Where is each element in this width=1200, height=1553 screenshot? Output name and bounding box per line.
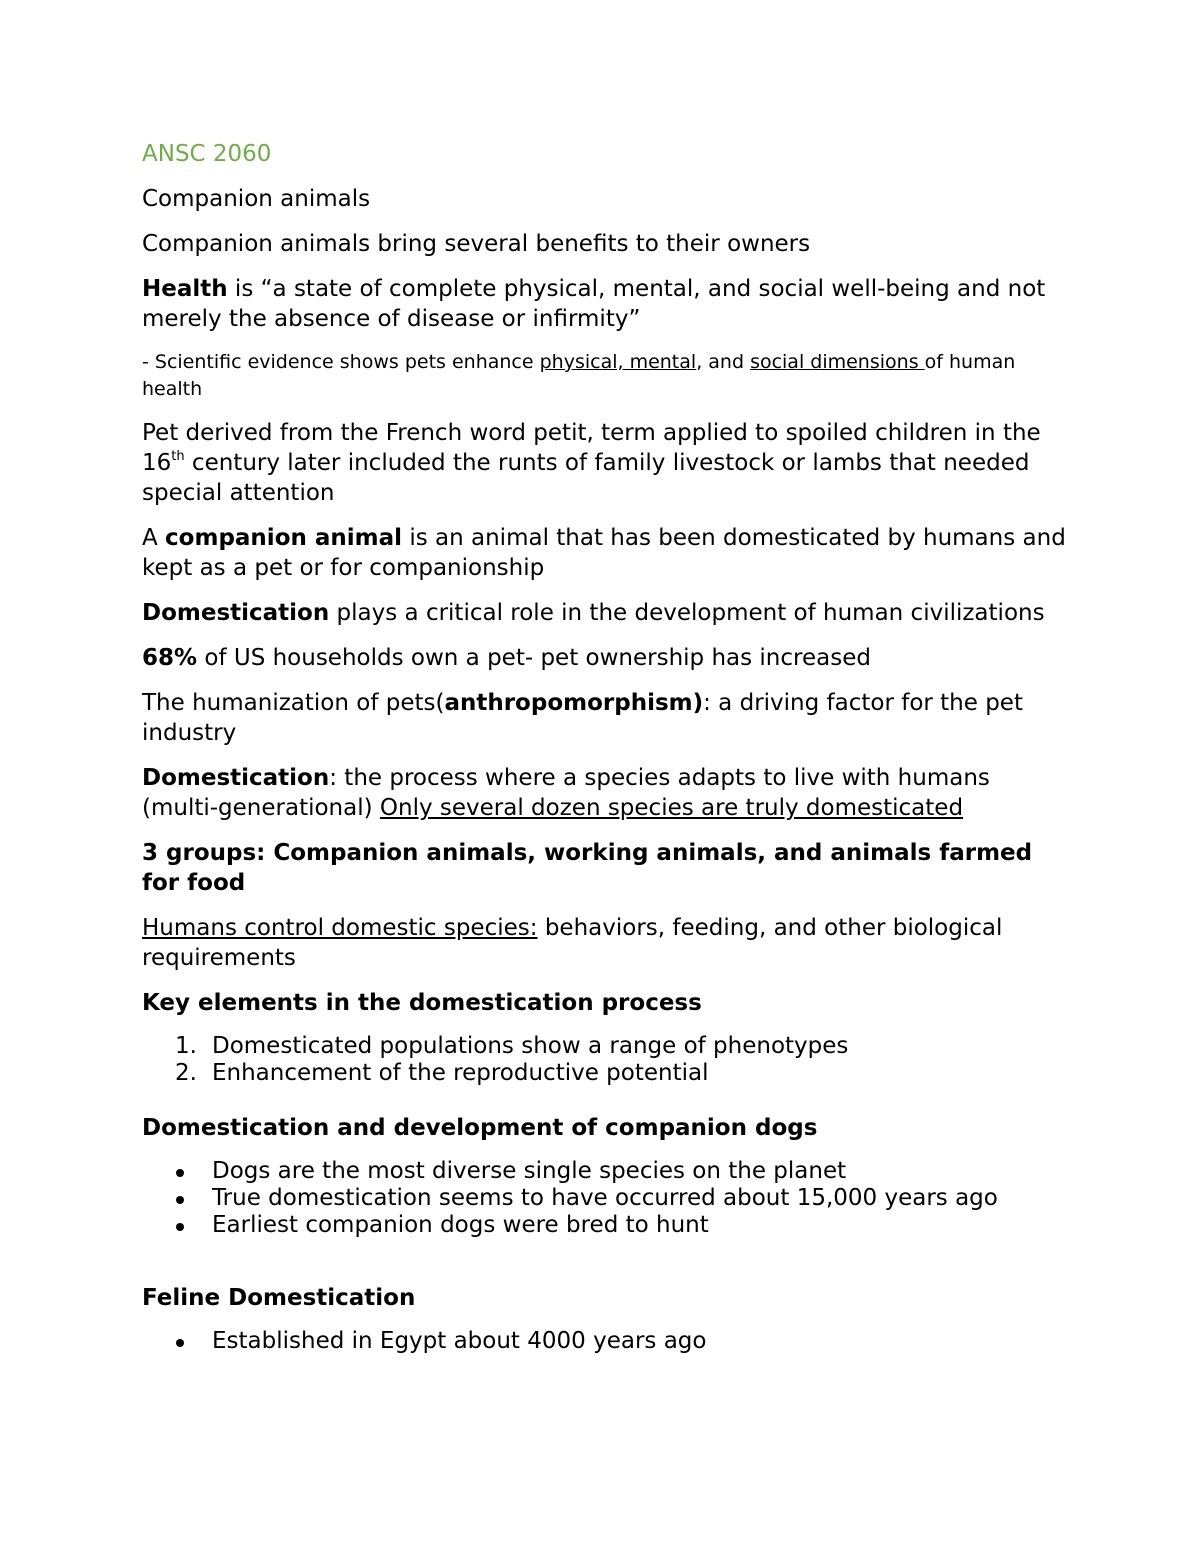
list-item-text: Dogs are the most diverse single species on the planet: [212, 1158, 847, 1184]
ownership-paragraph: [142, 643, 1072, 673]
course-code: ANSC 2060: [142, 141, 272, 167]
intro-paragraph: Companion animals bring several benefits to their owners: [142, 231, 811, 257]
groups-paragraph: 3 groups: Companion animals, working animals, and animals farmed for food: [142, 840, 1033, 896]
list-item: [142, 1060, 1072, 1087]
key-elements-list: [142, 1033, 1072, 1087]
key-elements-heading: Key elements in the domestication process: [142, 990, 702, 1016]
bullet-icon: [176, 1223, 184, 1231]
ownership-percent: 68%: [142, 645, 198, 671]
evidence-paragraph: [142, 349, 1072, 403]
domestication-role-text: plays a critical role in the development of human civilizations: [329, 600, 1045, 626]
humanization-text: : a driving factor for the pet industry: [142, 690, 1023, 746]
companion-definition-paragraph: [142, 523, 1072, 583]
list-item: [142, 1328, 1072, 1355]
domestication-definition-underlined: Only several dozen species are truly domesticated: [379, 795, 964, 821]
bullet-icon: [176, 1339, 184, 1347]
page-title: Companion animals: [142, 186, 371, 212]
feline-list: [142, 1328, 1072, 1355]
control-underlined: Humans control domestic species:: [142, 915, 538, 941]
evidence-underlined-2: social dimensions: [750, 351, 925, 373]
domestication-role-term: Domestication: [142, 600, 330, 626]
pet-origin-superscript: th: [171, 449, 185, 465]
domestication-definition-term: Domestication: [142, 765, 330, 791]
document-body: [142, 139, 1072, 1355]
feline-heading: Feline Domestication: [142, 1285, 416, 1311]
companion-term: companion animal: [165, 525, 403, 551]
evidence-underlined-1: physical, mental: [539, 351, 697, 373]
list-item-text: Domesticated populations show a range of phenotypes: [212, 1033, 849, 1059]
pet-origin-paragraph: [142, 418, 1072, 508]
pet-origin-part1: Pet derived from the French word petit, term applied to spoiled children in the 16: [142, 420, 1041, 476]
bullet-icon: [176, 1169, 184, 1177]
domestication-definition-paragraph: [142, 763, 1072, 823]
control-text: behaviors, feeding, and other biological requirements: [142, 915, 1003, 971]
list-item-text: Earliest companion dogs were bred to hunt: [212, 1212, 709, 1238]
list-number: 1.: [175, 1033, 197, 1059]
ownership-text: of US households own a pet- pet ownership has increased: [197, 645, 871, 671]
domestication-role-paragraph: [142, 598, 1072, 628]
list-item-text: Established in Egypt about 4000 years ago: [212, 1328, 707, 1354]
companion-prefix: A: [142, 525, 166, 551]
health-paragraph: [142, 274, 1072, 334]
list-item: [142, 1033, 1072, 1060]
domestication-definition-text: : the process where a species adapts to live with humans (multi-generational): [142, 765, 990, 821]
list-number: 2.: [175, 1060, 197, 1086]
list-item: [142, 1212, 1072, 1239]
humanization-term: anthropomorphism): [444, 690, 704, 716]
dogs-list: [142, 1158, 1072, 1239]
humanization-prefix: The humanization of pets(: [142, 690, 445, 716]
evidence-suffix: of human health: [142, 351, 1016, 400]
list-item: [142, 1185, 1072, 1212]
list-item: [142, 1158, 1072, 1185]
dogs-heading: Domestication and development of companion dogs: [142, 1115, 818, 1141]
health-definition: is “a state of complete physical, mental, and social well-being and not merely the absence of disease or infirmity”: [142, 276, 1046, 332]
list-item-text: True domestication seems to have occurred about 15,000 years ago: [212, 1185, 998, 1211]
companion-definition: is an animal that has been domesticated by humans and kept as a pet or for companionship: [142, 525, 1066, 581]
control-paragraph: [142, 913, 1072, 973]
list-item-text: Enhancement of the reproductive potential: [212, 1060, 709, 1086]
humanization-paragraph: [142, 688, 1072, 748]
pet-origin-part2: century later included the runts of family livestock or lambs that needed special attention: [142, 450, 1030, 506]
evidence-prefix: - Scientific evidence shows pets enhance: [142, 351, 540, 373]
health-term: Health: [142, 276, 228, 302]
evidence-mid: , and: [696, 351, 751, 373]
bullet-icon: [176, 1196, 184, 1204]
